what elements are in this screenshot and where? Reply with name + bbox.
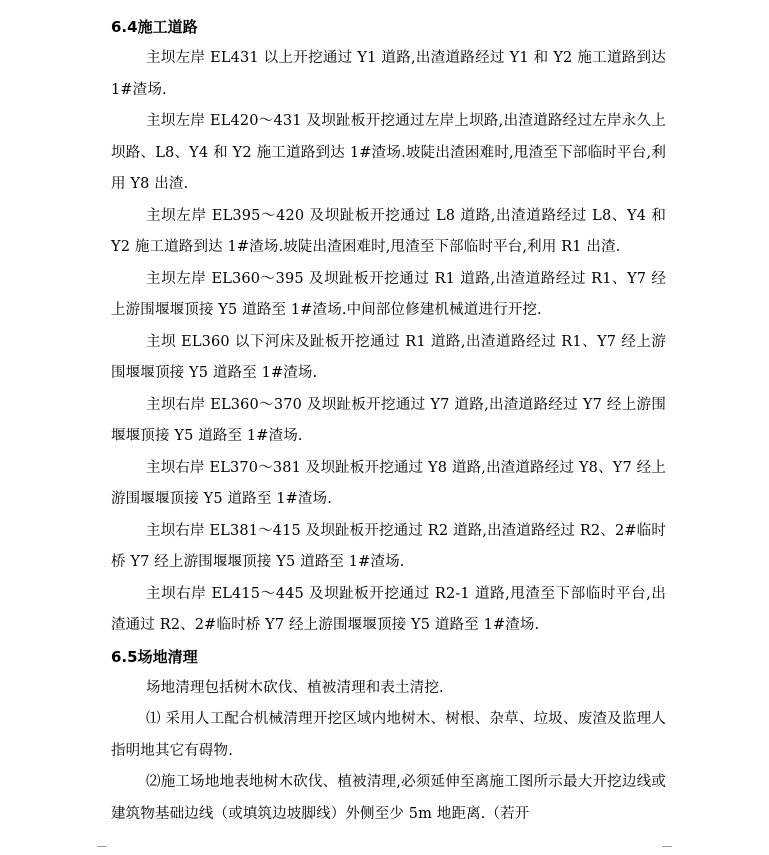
paragraph: 主坝左岸 EL420～431 及坝趾板开挖通过左岸上坝路,出渣道路经过左岸永久上坝路、L8、Y4 和 Y2 施工道路到达 1#渣场.坡陡出渣困难时,甩渣至下部临时平台,利用 Y8 出渣.: [111, 113, 666, 192]
paragraph: 主坝左岸 EL431 以上开挖通过 Y1 道路,出渣道路经过 Y1 和 Y2 施工道路到达 1#渣场.: [111, 50, 666, 98]
paragraph: 主坝右岸 EL360～370 及坝趾板开挖通过 Y7 道路,出渣道路经过 Y7 经上游围堰堰顶接 Y5 道路至 1#渣场.: [111, 396, 666, 444]
paragraph: 主坝左岸 EL395～420 及坝趾板开挖通过 L8 道路,出渣道路经过 L8、Y4 和 Y2 施工道路到达 1#渣场.坡陡出渣困难时,甩渣至下部临时平台,利用 R1 出渣.: [111, 207, 666, 255]
paragraph: 主坝 EL360 以下河床及趾板开挖通过 R1 道路,出渣道路经过 R1、Y7 经上游围堰堰顶接 Y5 道路至 1#渣场.: [111, 333, 666, 381]
paragraph: ⑵施工场地地表地树木砍伐、植被清理,必须延伸至离施工图所示最大开挖边线或建筑物基础边线（或填筑边坡脚线）外侧至少 5m 地距离.（若开: [111, 774, 666, 822]
paragraph: 主坝右岸 EL370～381 及坝趾板开挖通过 Y8 道路,出渣道路经过 Y8、Y7 经上游围堰堰顶接 Y5 道路至 1#渣场.: [111, 459, 666, 507]
paragraph: 主坝左岸 EL360～395 及坝趾板开挖通过 R1 道路,出渣道路经过 R1、Y7 经上游围堰堰顶接 Y5 道路至 1#渣场.中间部位修建机械道进行开挖.: [111, 270, 666, 318]
section-heading-6-5: 6.5场地清理: [111, 647, 198, 666]
page-corner-mark-left: [97, 846, 107, 855]
document-body: [111, 12, 666, 830]
paragraph: 主坝右岸 EL381～415 及坝趾板开挖通过 R2 道路,出渣道路经过 R2、2#临时桥 Y7 经上游围堰堰顶接 Y5 道路至 1#渣场.: [111, 522, 666, 570]
paragraph: 场地清理包括树木砍伐、植被清理和表土清挖.: [146, 679, 444, 696]
section-heading-6-4: 6.4施工道路: [111, 18, 198, 36]
page-corner-mark-right: [662, 846, 672, 855]
paragraph: ⑴ 采用人工配合机械清理开挖区域内地树木、树根、杂草、垃圾、废渣及监理人指明地其它有碍物.: [111, 711, 666, 759]
paragraph: 主坝右岸 EL415～445 及坝趾板开挖通过 R2-1 道路,甩渣至下部临时平台,出渣通过 R2、2#临时桥 Y7 经上游围堰堰顶接 Y5 道路至 1#渣场.: [111, 585, 666, 633]
